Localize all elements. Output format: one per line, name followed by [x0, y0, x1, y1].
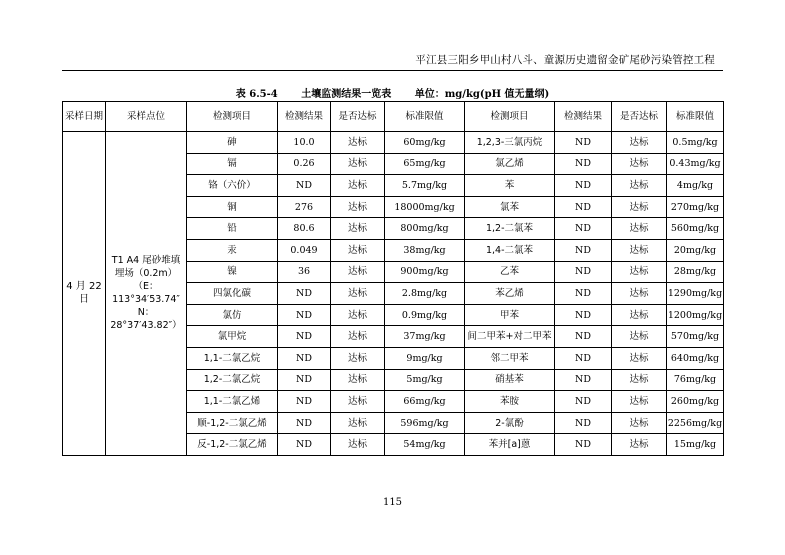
compliance-2-cell: 达标: [612, 196, 667, 218]
header-compliance: 是否达标: [331, 102, 385, 132]
header-test-item-2: 检测项目: [465, 102, 555, 132]
test-item-2-cell: 邻二甲苯: [465, 347, 555, 369]
standard-limit-cell: 0.9mg/kg: [385, 304, 465, 326]
standard-limit-2-cell: 76mg/kg: [667, 369, 724, 391]
standard-limit-2-cell: 640mg/kg: [667, 347, 724, 369]
compliance-2-cell: 达标: [612, 326, 667, 348]
compliance-2-cell: 达标: [612, 239, 667, 261]
compliance-2-cell: 达标: [612, 391, 667, 413]
compliance-2-cell: 达标: [612, 434, 667, 456]
standard-limit-2-cell: 270mg/kg: [667, 196, 724, 218]
test-result-2-cell: ND: [555, 283, 612, 305]
standard-limit-2-cell: 560mg/kg: [667, 218, 724, 240]
compliance-2-cell: 达标: [612, 304, 667, 326]
test-result-2-cell: ND: [555, 196, 612, 218]
page-number: 115: [382, 497, 403, 508]
test-result-cell: ND: [278, 369, 331, 391]
test-item-cell: 氯仿: [187, 304, 278, 326]
compliance-cell: 达标: [331, 412, 385, 434]
test-item-cell: 汞: [187, 239, 278, 261]
compliance-cell: 达标: [331, 175, 385, 197]
standard-limit-cell: 596mg/kg: [385, 412, 465, 434]
test-item-2-cell: 氯苯: [465, 196, 555, 218]
test-result-2-cell: ND: [555, 304, 612, 326]
compliance-2-cell: 达标: [612, 132, 667, 154]
compliance-cell: 达标: [331, 434, 385, 456]
test-item-cell: 1,1-二氯乙烷: [187, 347, 278, 369]
table-row: [63, 132, 724, 154]
test-result-cell: 10.0: [278, 132, 331, 154]
test-item-cell: 反-1,2-二氯乙烯: [187, 434, 278, 456]
compliance-2-cell: 达标: [612, 218, 667, 240]
standard-limit-cell: 9mg/kg: [385, 347, 465, 369]
test-result-cell: ND: [278, 283, 331, 305]
standard-limit-cell: 60mg/kg: [385, 132, 465, 154]
sampling-date-cell: 4 月 22 日: [63, 132, 106, 456]
test-result-cell: ND: [278, 434, 331, 456]
test-item-2-cell: 乙苯: [465, 261, 555, 283]
test-item-cell: 四氯化碳: [187, 283, 278, 305]
test-item-2-cell: 苯乙烯: [465, 283, 555, 305]
test-item-2-cell: 间二甲苯+对二甲苯: [465, 326, 555, 348]
compliance-cell: 达标: [331, 261, 385, 283]
compliance-2-cell: 达标: [612, 283, 667, 305]
compliance-cell: 达标: [331, 283, 385, 305]
compliance-cell: 达标: [331, 347, 385, 369]
test-result-cell: 0.26: [278, 153, 331, 175]
compliance-2-cell: 达标: [612, 347, 667, 369]
sampling-site-line: （E：113°34′53.74″: [112, 281, 180, 306]
standard-limit-2-cell: 4mg/kg: [667, 175, 724, 197]
compliance-cell: 达标: [331, 326, 385, 348]
compliance-cell: 达标: [331, 391, 385, 413]
test-item-cell: 砷: [187, 132, 278, 154]
test-item-2-cell: 1,2,3-三氯丙烷: [465, 132, 555, 154]
standard-limit-2-cell: 28mg/kg: [667, 261, 724, 283]
test-result-cell: 80.6: [278, 218, 331, 240]
standard-limit-2-cell: 1200mg/kg: [667, 304, 724, 326]
test-result-2-cell: ND: [555, 218, 612, 240]
test-item-2-cell: 甲苯: [465, 304, 555, 326]
caption-title: 土壤监测结果一览表: [301, 89, 392, 100]
standard-limit-2-cell: 2256mg/kg: [667, 412, 724, 434]
test-result-2-cell: ND: [555, 434, 612, 456]
header-sampling-date: 采样日期: [63, 102, 106, 132]
test-item-cell: 镍: [187, 261, 278, 283]
header-test-result: 检测结果: [278, 102, 331, 132]
test-result-cell: 36: [278, 261, 331, 283]
standard-limit-cell: 900mg/kg: [385, 261, 465, 283]
test-item-cell: 1,2-二氯乙烷: [187, 369, 278, 391]
test-item-2-cell: 2-氯酚: [465, 412, 555, 434]
test-item-cell: 氯甲烷: [187, 326, 278, 348]
compliance-2-cell: 达标: [612, 412, 667, 434]
compliance-cell: 达标: [331, 218, 385, 240]
standard-limit-2-cell: 15mg/kg: [667, 434, 724, 456]
caption-label: 表 6.5-4: [235, 89, 278, 100]
standard-limit-cell: 5.7mg/kg: [385, 175, 465, 197]
test-result-2-cell: ND: [555, 153, 612, 175]
compliance-cell: 达标: [331, 132, 385, 154]
standard-limit-cell: 2.8mg/kg: [385, 283, 465, 305]
sampling-site-line: T1 A4 尾砂堆填埋场（0.2m）: [111, 255, 181, 280]
test-result-2-cell: ND: [555, 369, 612, 391]
soil-monitoring-table: [62, 101, 724, 456]
compliance-2-cell: 达标: [612, 261, 667, 283]
test-result-cell: ND: [278, 412, 331, 434]
test-item-2-cell: 1,2-二氯苯: [465, 218, 555, 240]
test-item-cell: 镉: [187, 153, 278, 175]
caption-unit: 单位：mg/kg(pH 值无量纲): [414, 89, 550, 100]
test-item-2-cell: 苯: [465, 175, 555, 197]
standard-limit-cell: 800mg/kg: [385, 218, 465, 240]
standard-limit-2-cell: 0.5mg/kg: [667, 132, 724, 154]
test-item-cell: 铜: [187, 196, 278, 218]
test-item-cell: 铅: [187, 218, 278, 240]
header-test-result-2: 检测结果: [555, 102, 612, 132]
test-result-cell: ND: [278, 347, 331, 369]
sampling-site-cell: [106, 132, 187, 456]
test-item-2-cell: 苯并[a]蒽: [465, 434, 555, 456]
standard-limit-2-cell: 570mg/kg: [667, 326, 724, 348]
test-item-cell: 1,1-二氯乙烯: [187, 391, 278, 413]
test-result-2-cell: ND: [555, 261, 612, 283]
test-result-2-cell: ND: [555, 347, 612, 369]
header-compliance-2: 是否达标: [612, 102, 667, 132]
table-header-row: [63, 102, 724, 132]
test-result-2-cell: ND: [555, 391, 612, 413]
header-sampling-site: 采样点位: [106, 102, 187, 132]
compliance-2-cell: 达标: [612, 153, 667, 175]
test-item-2-cell: 硝基苯: [465, 369, 555, 391]
compliance-2-cell: 达标: [612, 175, 667, 197]
standard-limit-2-cell: 20mg/kg: [667, 239, 724, 261]
header-rule: [62, 70, 723, 71]
standard-limit-cell: 37mg/kg: [385, 326, 465, 348]
test-item-cell: 顺-1,2-二氯乙烯: [187, 412, 278, 434]
test-result-cell: ND: [278, 304, 331, 326]
test-item-cell: 铬（六价）: [187, 175, 278, 197]
test-item-2-cell: 苯胺: [465, 391, 555, 413]
test-result-cell: 276: [278, 196, 331, 218]
test-result-2-cell: ND: [555, 132, 612, 154]
table-caption: [0, 85, 785, 100]
header-standard-limit: 标准限值: [385, 102, 465, 132]
header-standard-limit-2: 标准限值: [667, 102, 724, 132]
compliance-cell: 达标: [331, 153, 385, 175]
compliance-cell: 达标: [331, 304, 385, 326]
compliance-cell: 达标: [331, 239, 385, 261]
running-header: 平江县三阳乡甲山村八斗、童源历史遗留金矿尾砂污染管控工程: [415, 54, 715, 66]
standard-limit-2-cell: 1290mg/kg: [667, 283, 724, 305]
test-result-cell: 0.049: [278, 239, 331, 261]
standard-limit-cell: 65mg/kg: [385, 153, 465, 175]
test-item-2-cell: 1,4-二氯苯: [465, 239, 555, 261]
test-result-2-cell: ND: [555, 175, 612, 197]
compliance-2-cell: 达标: [612, 369, 667, 391]
header-test-item: 检测项目: [187, 102, 278, 132]
test-result-cell: ND: [278, 175, 331, 197]
compliance-cell: 达标: [331, 196, 385, 218]
standard-limit-cell: 18000mg/kg: [385, 196, 465, 218]
standard-limit-cell: 54mg/kg: [385, 434, 465, 456]
test-result-2-cell: ND: [555, 239, 612, 261]
test-result-2-cell: ND: [555, 326, 612, 348]
standard-limit-2-cell: 260mg/kg: [667, 391, 724, 413]
test-result-2-cell: ND: [555, 412, 612, 434]
standard-limit-cell: 66mg/kg: [385, 391, 465, 413]
test-item-2-cell: 氯乙烯: [465, 153, 555, 175]
standard-limit-2-cell: 0.43mg/kg: [667, 153, 724, 175]
test-result-cell: ND: [278, 391, 331, 413]
sampling-site-line: N：28°37′43.82″）: [110, 307, 182, 332]
standard-limit-cell: 5mg/kg: [385, 369, 465, 391]
standard-limit-cell: 38mg/kg: [385, 239, 465, 261]
compliance-cell: 达标: [331, 369, 385, 391]
test-result-cell: ND: [278, 326, 331, 348]
